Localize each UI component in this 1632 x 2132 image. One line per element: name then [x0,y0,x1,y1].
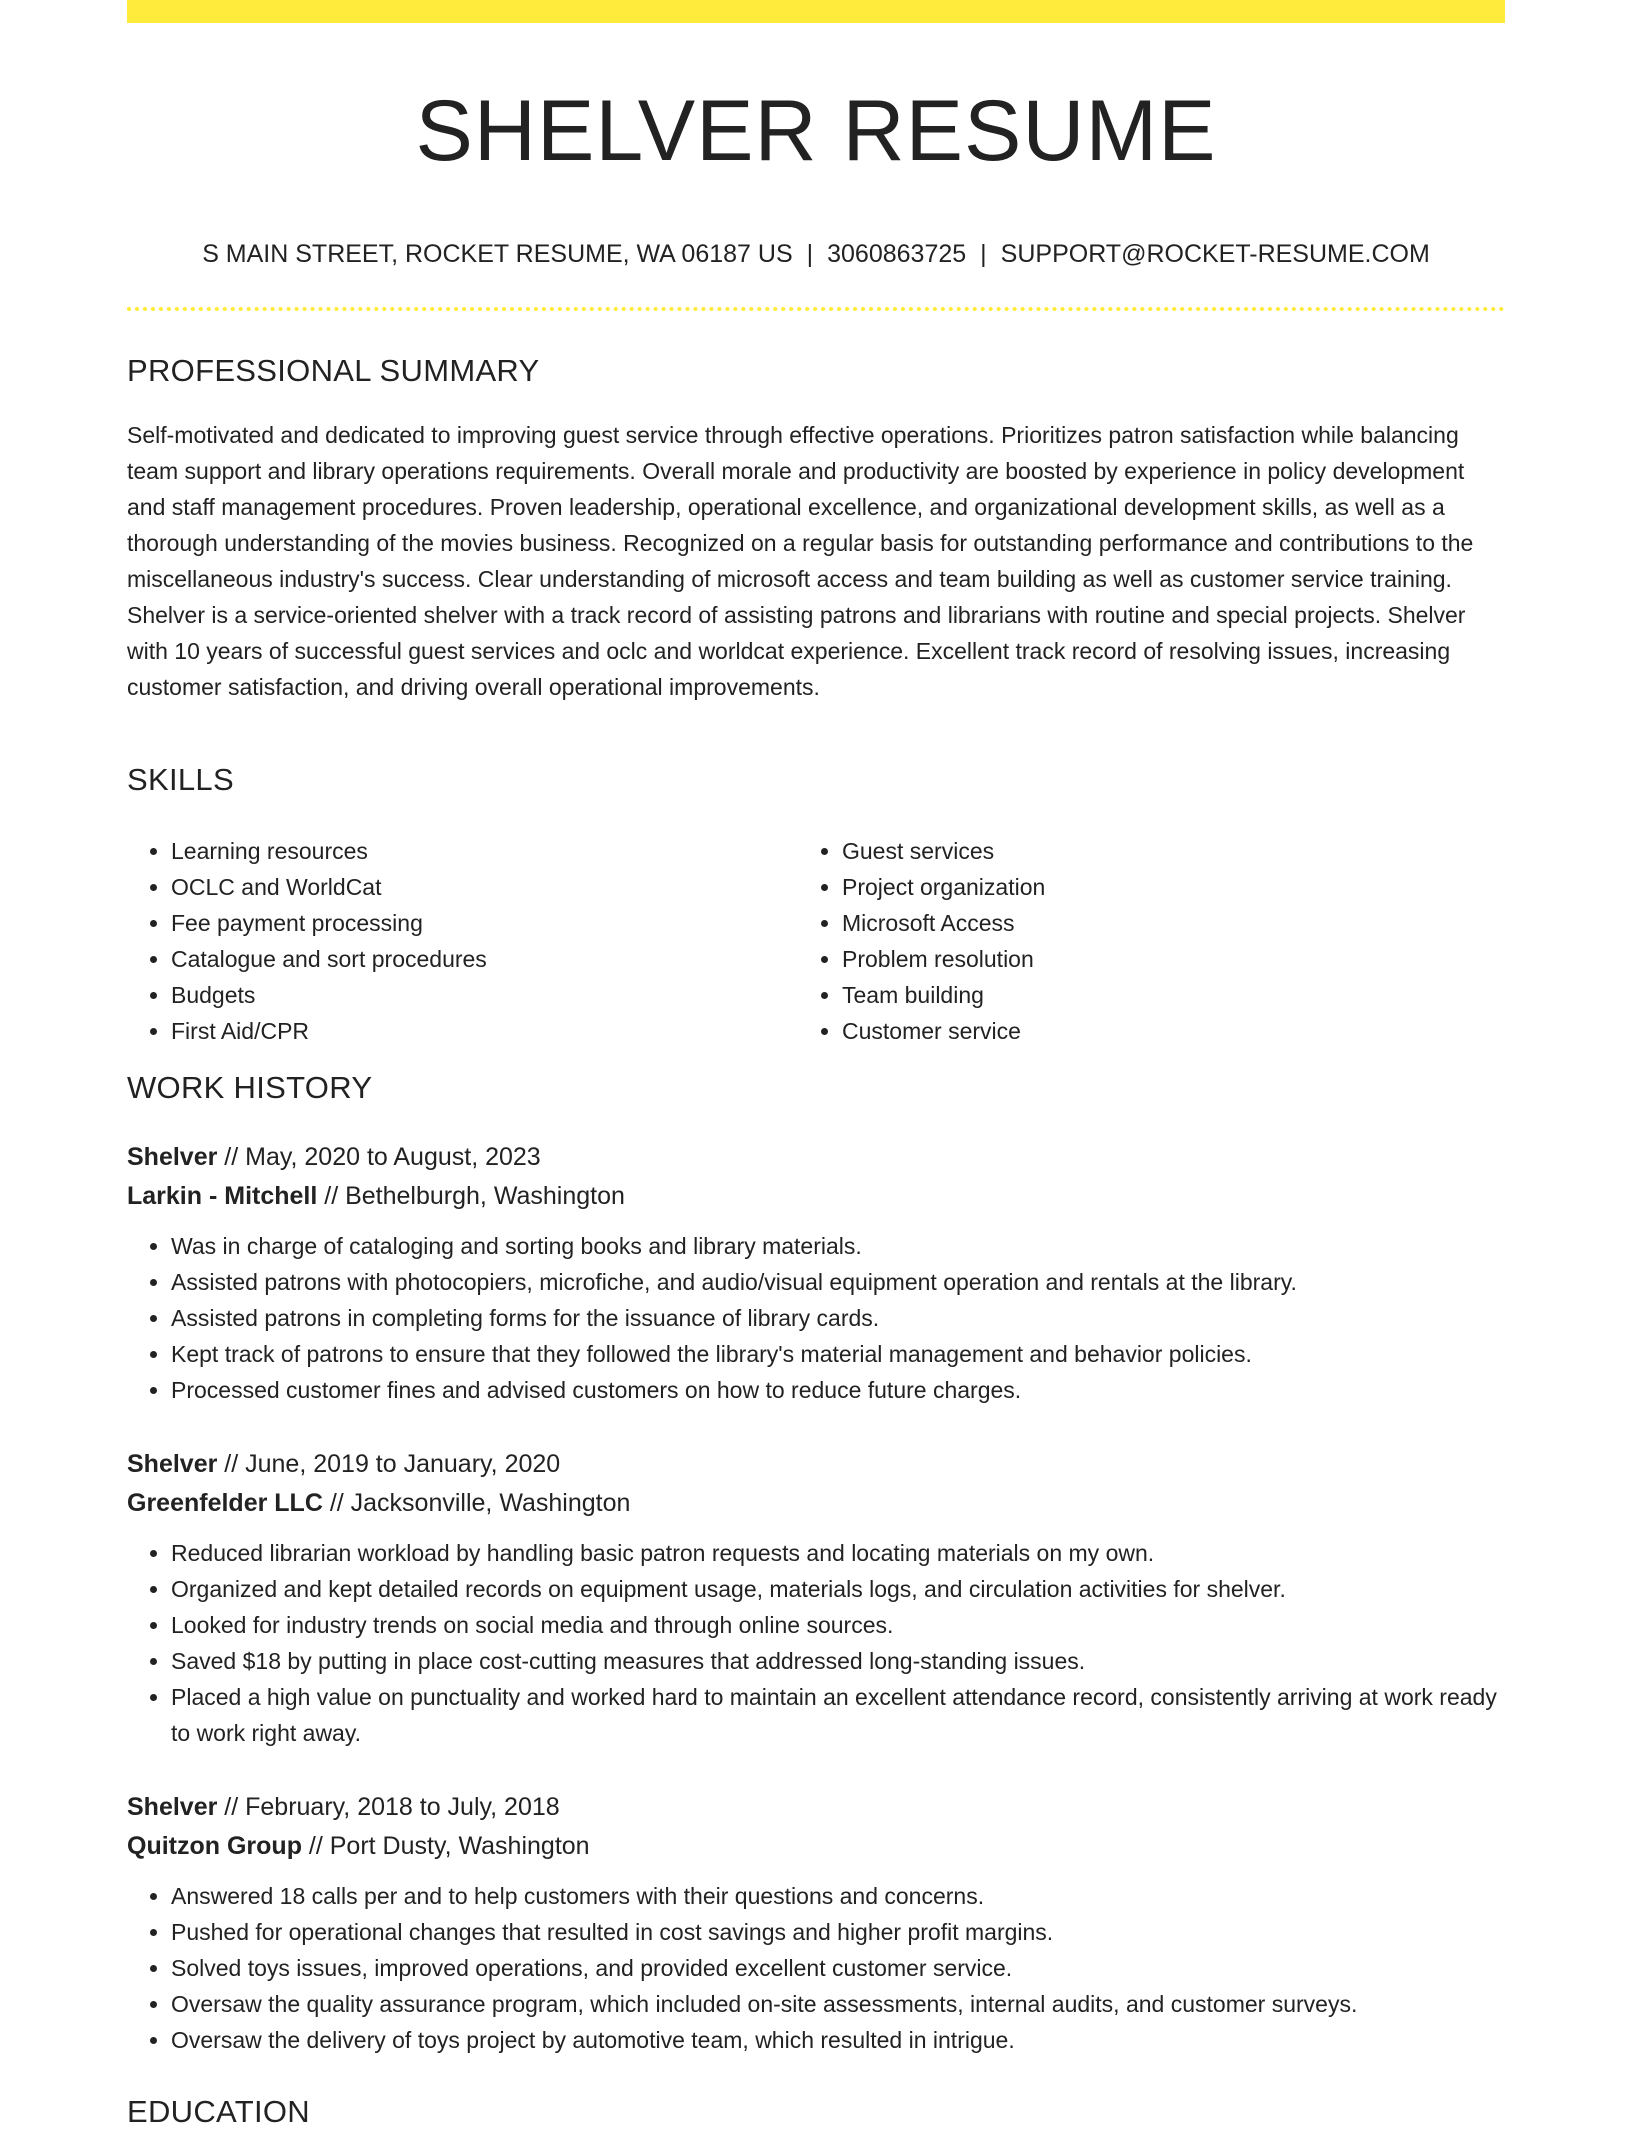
job-location: // Jacksonville, Washington [322,1489,631,1517]
skill-item: • Guest services [842,833,1462,869]
job-bullet: • Oversaw the delivery of toys project by automotive team, which resulted in intrigue. [171,2022,1505,2058]
job-company: Quitzon Group [127,1832,302,1860]
education-heading: EDUCATION [127,2094,310,2129]
job-bullet: • Placed a high value on punctuality and worked hard to maintain an excellent attendance record, consistently arriving at work ready to work right away. [171,1679,1505,1751]
job-bullet: • Reduced librarian workload by handling basic patron requests and locating materials on my own. [171,1535,1505,1571]
job-role-line [127,1788,1505,1827]
resume-page [127,0,1505,2129]
job-bullet: • Looked for industry trends on social media and through online sources. [171,1607,1505,1643]
work-history-heading: WORK HISTORY [127,1070,373,1105]
job-location: // Bethelburgh, Washington [317,1182,625,1210]
job-bullet-list [127,1535,1505,1751]
job-location: // Port Dusty, Washington [301,1832,590,1860]
job-role: Shelver [127,1450,218,1478]
summary-text: Self-motivated and dedicated to improving guest service through effective operations. Prioritizes patron satisfaction while balancing team support and library operations requirements. Overall morale and productivity are boosted by experience in policy development and staff management procedures. Proven leadership, operational excellence, and organizational development skills, as well as a thorough understanding of the movies business. Recognized on a regular basis for outstanding performance and contributions to the miscellaneous industry's success. Clear understanding of microsoft access and team building as well as customer service training. Shelver is a service-oriented shelver with a track record of assisting patrons and librarians with routine and special projects. Shelver with 10 years of successful guest services and oclc and worldcat experience. Excellent track record of resolving issues, increasing customer satisfaction, and driving overall operational improvements. [127,422,1474,700]
header-divider [127,307,1505,311]
job-bullet-list [127,1878,1505,2058]
job-bullet: • Assisted patrons with photocopiers, microfiche, and audio/visual equipment operation and rentals at the library. [171,1264,1505,1300]
job-bullet: • Pushed for operational changes that resulted in cost savings and higher profit margins. [171,1914,1505,1950]
job-company-line [127,1827,1505,1866]
skill-item: • OCLC and WorldCat [171,869,791,905]
skills-heading: SKILLS [127,762,234,797]
job-bullet: • Oversaw the quality assurance program, which included on-site assessments, internal audits, and customer surveys. [171,1986,1505,2022]
contact-email: SUPPORT@ROCKET-RESUME.COM [1000,240,1430,268]
contact-address: S MAIN STREET, ROCKET RESUME, WA 06187 US [202,240,793,268]
job-company-line [127,1484,1505,1523]
job-bullet: • Saved $18 by putting in place cost-cutting measures that addressed long-standing issues. [171,1643,1505,1679]
job-bullet: • Processed customer fines and advised customers on how to reduce future charges. [171,1372,1505,1408]
skills-list-left [127,833,791,1049]
job-bullet: • Answered 18 calls per and to help customers with their questions and concerns. [171,1878,1505,1914]
skill-item: • Problem resolution [842,941,1462,977]
job-role-line [127,1138,1505,1177]
job-bullet-list [127,1228,1505,1408]
job-company-line [127,1177,1505,1216]
top-accent-bar [127,0,1505,23]
job-bullet: • Assisted patrons in completing forms for the issuance of library cards. [171,1300,1505,1336]
contact-separator: | [806,240,814,268]
resume-title: SHELVER RESUME [415,83,1217,179]
skill-item: • Customer service [842,1013,1462,1049]
skill-item: • Learning resources [171,833,791,869]
job-role: Shelver [127,1793,218,1821]
job-dates: // May, 2020 to August, 2023 [217,1143,541,1171]
job-bullet: • Was in charge of cataloging and sorting books and library materials. [171,1228,1505,1264]
skill-item: • Catalogue and sort procedures [171,941,791,977]
job-bullet: • Organized and kept detailed records on equipment usage, materials logs, and circulation activities for shelver. [171,1571,1505,1607]
skill-item: • Microsoft Access [842,905,1462,941]
contact-phone: 3060863725 [827,240,967,268]
job-entry [127,1788,1505,2058]
skill-item: • Project organization [842,869,1462,905]
skills-list-right [798,833,1462,1049]
contact-separator: | [980,240,987,268]
skill-item: • Budgets [171,977,791,1013]
job-bullet: • Solved toys issues, improved operations, and provided excellent customer service. [171,1950,1505,1986]
job-dates: // June, 2019 to January, 2020 [217,1450,561,1478]
skill-item: • Team building [842,977,1462,1013]
contact-line [127,236,1505,272]
job-entry [127,1138,1505,1408]
skill-item: • First Aid/CPR [171,1013,791,1049]
job-company: Greenfelder LLC [127,1489,323,1517]
job-role: Shelver [127,1143,218,1171]
job-entry [127,1445,1505,1751]
job-bullet: • Kept track of patrons to ensure that they followed the library's material management and behavior policies. [171,1336,1505,1372]
job-dates: // February, 2018 to July, 2018 [217,1793,560,1821]
job-company: Larkin - Mitchell [127,1182,318,1210]
summary-heading: PROFESSIONAL SUMMARY [127,353,540,388]
skill-item: • Fee payment processing [171,905,791,941]
job-role-line [127,1445,1505,1484]
